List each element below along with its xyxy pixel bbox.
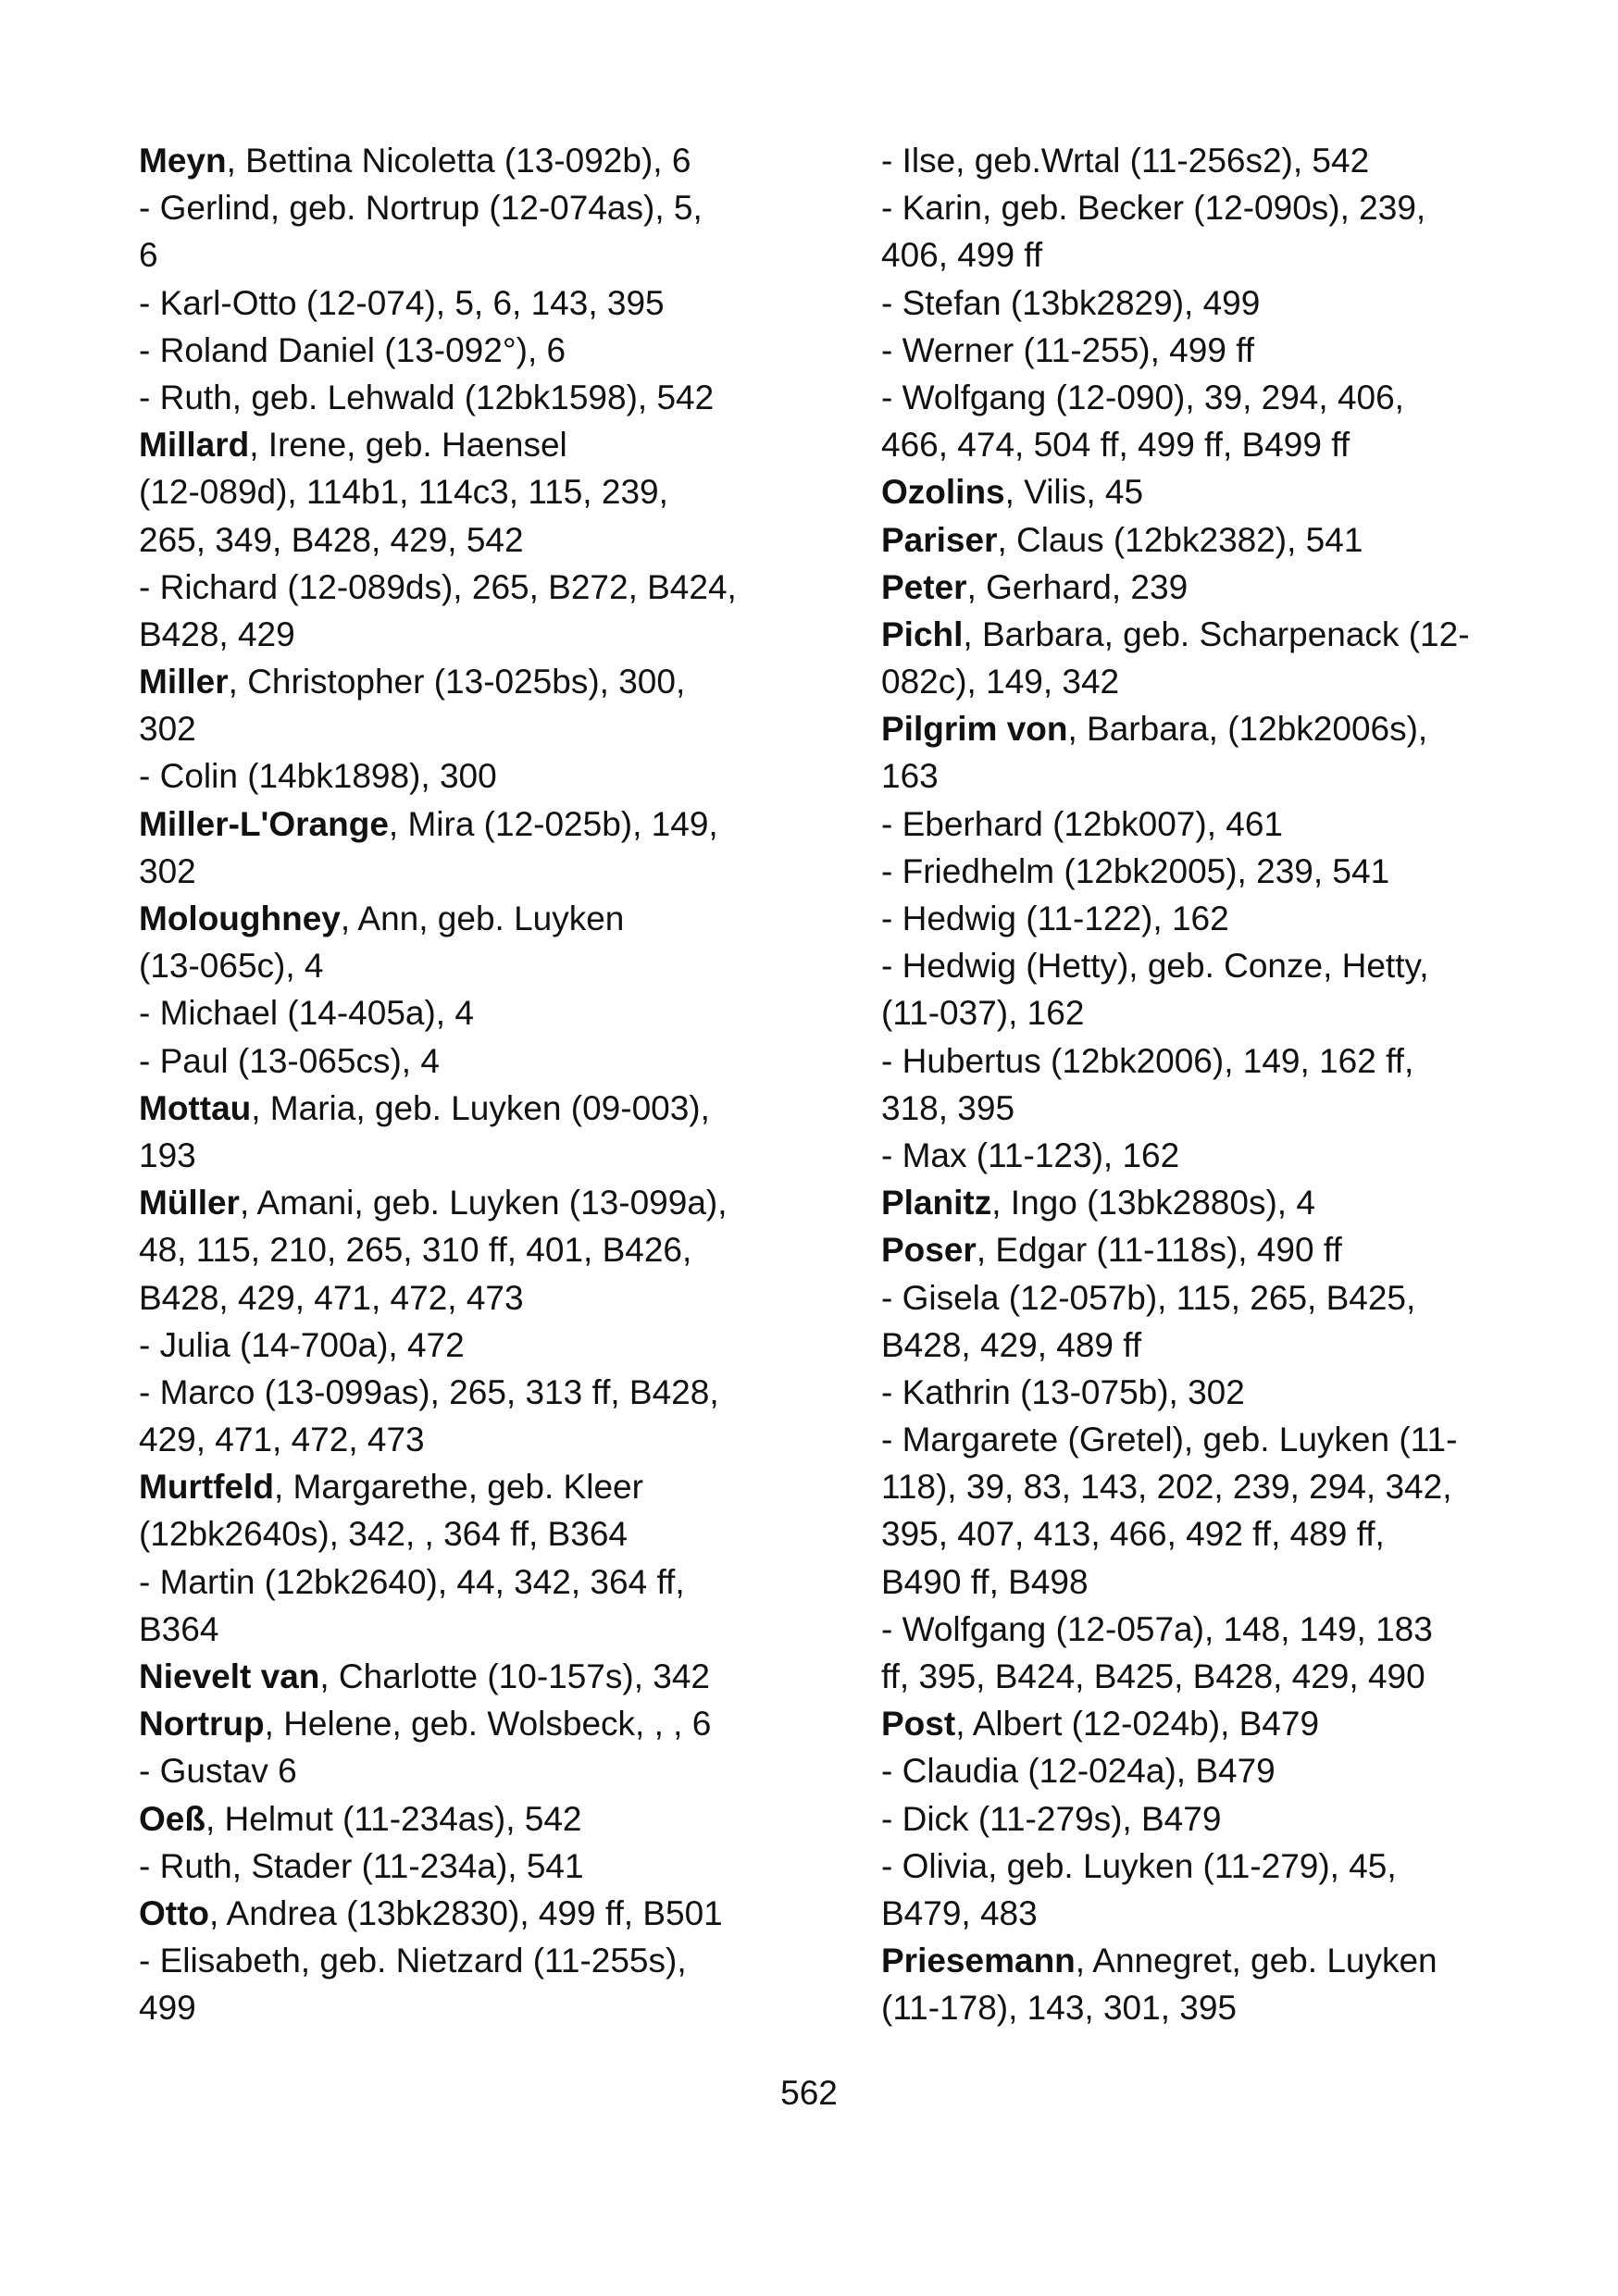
index-entry-text: - Kathrin (13-075b), 302 bbox=[881, 1372, 1245, 1411]
index-entry-text: 499 bbox=[139, 1989, 196, 2028]
index-line bbox=[139, 1037, 768, 1085]
index-line bbox=[881, 989, 1511, 1036]
index-line bbox=[139, 895, 768, 942]
index-surname: Meyn bbox=[139, 142, 227, 180]
index-line bbox=[139, 231, 768, 279]
index-entry-text: , Christopher (13-025bs), 300, bbox=[228, 663, 686, 701]
index-line bbox=[139, 1558, 768, 1606]
index-entry-text: - Gerlind, geb. Nortrup (12-074as), 5, bbox=[139, 189, 703, 228]
index-entry-text: ff, 395, B424, B425, B428, 429, 490 bbox=[881, 1657, 1425, 1695]
index-line bbox=[139, 658, 768, 705]
index-line bbox=[881, 421, 1511, 468]
index-line bbox=[881, 1558, 1511, 1606]
index-line bbox=[881, 1937, 1511, 1984]
index-line bbox=[881, 327, 1511, 374]
index-line bbox=[139, 989, 768, 1036]
index-line bbox=[139, 137, 768, 184]
index-entry-text: 406, 499 ff bbox=[881, 236, 1043, 275]
index-surname: Pichl bbox=[881, 614, 964, 653]
index-line bbox=[881, 374, 1511, 421]
index-line bbox=[139, 421, 768, 468]
index-line bbox=[139, 1795, 768, 1843]
index-entry-text: , Claus (12bk2382), 541 bbox=[997, 520, 1363, 559]
index-entry-text: 082c), 149, 342 bbox=[881, 663, 1120, 701]
index-entry-text: - Ruth, Stader (11-234a), 541 bbox=[139, 1846, 584, 1885]
index-surname: Pariser bbox=[881, 520, 998, 559]
index-line bbox=[881, 1274, 1511, 1322]
index-line bbox=[139, 468, 768, 515]
index-surname: Planitz bbox=[881, 1184, 992, 1222]
index-line bbox=[881, 942, 1511, 989]
index-line bbox=[139, 516, 768, 564]
index-line bbox=[881, 1653, 1511, 1700]
index-surname: Nievelt van bbox=[139, 1657, 320, 1695]
index-entry-text: 302 bbox=[139, 851, 196, 890]
index-surname: Peter bbox=[881, 567, 967, 606]
index-entry-text: - Martin (12bk2640), 44, 342, 364 ff, bbox=[139, 1562, 685, 1601]
index-surname: Nortrup bbox=[139, 1705, 265, 1744]
index-entry-text: - Wolfgang (12-057a), 148, 149, 183 bbox=[881, 1609, 1433, 1648]
index-entry-text: B364 bbox=[139, 1609, 219, 1648]
index-entry-text: , Helmut (11-234as), 542 bbox=[205, 1799, 582, 1838]
index-entry-text: B428, 429, 489 ff bbox=[881, 1325, 1142, 1364]
index-line bbox=[881, 1700, 1511, 1747]
index-entry-text: 318, 395 bbox=[881, 1088, 1015, 1127]
index-entry-text: - Hubertus (12bk2006), 149, 162 ff, bbox=[881, 1041, 1414, 1080]
index-entry-text: - Karin, geb. Becker (12-090s), 239, bbox=[881, 189, 1426, 228]
index-entry-text: B428, 429, 471, 472, 473 bbox=[139, 1278, 524, 1317]
index-entry-text: , Annegret, geb. Luyken bbox=[1075, 1942, 1438, 1980]
index-line bbox=[881, 1890, 1511, 1937]
index-surname: Ozolins bbox=[881, 473, 1005, 512]
index-entry-text: - Friedhelm (12bk2005), 239, 541 bbox=[881, 851, 1390, 890]
index-entry-text: - Roland Daniel (13-092°), 6 bbox=[139, 330, 566, 369]
index-entry-text: - Richard (12-089ds), 265, B272, B424, bbox=[139, 567, 737, 606]
index-line bbox=[881, 1085, 1511, 1132]
index-entry-text: - Marco (13-099as), 265, 313 ff, B428, bbox=[139, 1372, 719, 1411]
index-surname: Pilgrim von bbox=[881, 710, 1068, 749]
index-line bbox=[881, 1843, 1511, 1890]
index-line bbox=[881, 1416, 1511, 1463]
index-entry-text: (11-037), 162 bbox=[881, 994, 1085, 1033]
index-line bbox=[881, 1322, 1511, 1369]
index-entry-text: - Hedwig (11-122), 162 bbox=[881, 900, 1229, 937]
index-line bbox=[139, 1747, 768, 1794]
index-surname: Müller bbox=[139, 1184, 240, 1222]
index-entry-text: , Edgar (11-118s), 490 ff bbox=[976, 1231, 1342, 1270]
index-entry-text: , Barbara, (12bk2006s), bbox=[1067, 710, 1428, 749]
index-entry-text: (12bk2640s), 342, , 364 ff, B364 bbox=[139, 1515, 628, 1554]
index-entry-text: , Barbara, geb. Scharpenack (12- bbox=[963, 614, 1470, 653]
index-entry-text: - Max (11-123), 162 bbox=[881, 1136, 1180, 1174]
index-entry-text: , Margarethe, geb. Kleer bbox=[273, 1468, 643, 1507]
index-entry-text: - Michael (14-405a), 4 bbox=[139, 994, 474, 1033]
index-line bbox=[139, 1463, 768, 1510]
index-line bbox=[881, 1510, 1511, 1558]
index-entry-text: - Colin (14bk1898), 300 bbox=[139, 757, 497, 796]
index-line bbox=[139, 800, 768, 848]
index-entry-text: , Helene, geb. Wolsbeck, , , 6 bbox=[264, 1705, 712, 1744]
index-surname: Miller bbox=[139, 663, 229, 701]
index-entry-text: B479, 483 bbox=[881, 1893, 1038, 1932]
index-entry-text: 466, 474, 504 ff, 499 ff, B499 ff bbox=[881, 426, 1350, 465]
index-line bbox=[139, 327, 768, 374]
index-entry-text: (13-065c), 4 bbox=[139, 947, 324, 986]
index-line bbox=[139, 1322, 768, 1369]
index-entry-text: , Albert (12-024b), B479 bbox=[955, 1705, 1320, 1744]
index-entry-text: - Ruth, geb. Lehwald (12bk1598), 542 bbox=[139, 378, 715, 416]
index-entry-text: , Vilis, 45 bbox=[1004, 473, 1144, 512]
index-line bbox=[881, 1463, 1511, 1510]
index-entry-text: (12-089d), 114b1, 114c3, 115, 239, bbox=[139, 473, 668, 512]
index-entry-text: - Werner (11-255), 499 ff bbox=[881, 330, 1255, 369]
index-entry-text: , Gerhard, 239 bbox=[966, 567, 1189, 606]
index-line bbox=[881, 752, 1511, 800]
index-line bbox=[881, 611, 1511, 658]
index-line bbox=[881, 564, 1511, 611]
index-line bbox=[139, 752, 768, 800]
index-column-left bbox=[139, 137, 768, 2032]
index-entry-text: , Maria, geb. Luyken (09-003), bbox=[251, 1088, 710, 1127]
index-line bbox=[139, 942, 768, 989]
index-entry-text: , Ingo (13bk2880s), 4 bbox=[991, 1184, 1315, 1222]
index-line bbox=[139, 279, 768, 327]
index-entry-text: - Karl-Otto (12-074), 5, 6, 143, 395 bbox=[139, 283, 665, 322]
index-surname: Post bbox=[881, 1705, 956, 1744]
index-line bbox=[881, 137, 1511, 184]
index-line bbox=[139, 564, 768, 611]
index-entry-text: , Amani, geb. Luyken (13-099a), bbox=[239, 1184, 728, 1222]
index-entry-text: - Eberhard (12bk007), 461 bbox=[881, 804, 1283, 843]
index-line bbox=[139, 1132, 768, 1179]
index-line bbox=[881, 1037, 1511, 1085]
index-entry-text: - Gisela (12-057b), 115, 265, B425, bbox=[881, 1278, 1416, 1317]
index-surname: Priesemann bbox=[881, 1942, 1076, 1980]
index-line bbox=[139, 1416, 768, 1463]
index-column-right bbox=[881, 137, 1511, 2032]
index-line bbox=[139, 1700, 768, 1747]
index-line bbox=[139, 1937, 768, 1984]
index-surname: Moloughney bbox=[139, 900, 341, 937]
index-entry-text: , Ann, geb. Luyken bbox=[340, 900, 625, 937]
index-entry-text: - Margarete (Gretel), geb. Luyken (11- bbox=[881, 1421, 1458, 1459]
index-line bbox=[881, 231, 1511, 279]
index-line bbox=[139, 374, 768, 421]
index-entry-text: - Elisabeth, geb. Nietzard (11-255s), bbox=[139, 1942, 687, 1980]
index-surname: Otto bbox=[139, 1893, 210, 1932]
index-line bbox=[139, 1606, 768, 1653]
index-line bbox=[881, 1747, 1511, 1794]
index-entry-text: , Bettina Nicoletta (13-092b), 6 bbox=[226, 142, 691, 180]
index-line bbox=[139, 1653, 768, 1700]
index-entry-text: - Stefan (13bk2829), 499 bbox=[881, 283, 1261, 322]
index-entry-text: , Irene, geb. Haensel bbox=[249, 426, 567, 465]
index-line bbox=[881, 1795, 1511, 1843]
index-entry-text: 118), 39, 83, 143, 202, 239, 294, 342, bbox=[881, 1468, 1452, 1507]
index-entry-text: , Charlotte (10-157s), 342 bbox=[319, 1657, 710, 1695]
index-line bbox=[881, 658, 1511, 705]
index-entry-text: 48, 115, 210, 265, 310 ff, 401, B426, bbox=[139, 1231, 692, 1270]
index-entry-text: 193 bbox=[139, 1136, 196, 1174]
index-surname: Murtfeld bbox=[139, 1468, 274, 1507]
index-line bbox=[139, 1369, 768, 1416]
index-line bbox=[881, 895, 1511, 942]
index-line bbox=[139, 611, 768, 658]
index-entry-text: - Hedwig (Hetty), geb. Conze, Hetty, bbox=[881, 947, 1429, 986]
index-line bbox=[881, 1226, 1511, 1273]
index-entry-text: 302 bbox=[139, 710, 196, 749]
index-entry-text: - Dick (11-279s), B479 bbox=[881, 1799, 1222, 1838]
index-line bbox=[139, 848, 768, 895]
index-entry-text: , Mira (12-025b), 149, bbox=[388, 804, 718, 843]
page-number: 562 bbox=[780, 2074, 838, 2112]
index-entry-text: 163 bbox=[881, 757, 939, 796]
index-surname: Oeß bbox=[139, 1799, 205, 1838]
index-line bbox=[139, 1890, 768, 1937]
index-line bbox=[881, 705, 1511, 752]
index-entry-text: 429, 471, 472, 473 bbox=[139, 1421, 425, 1459]
index-entry-text: 265, 349, B428, 429, 542 bbox=[139, 520, 524, 559]
index-line bbox=[139, 184, 768, 231]
index-line bbox=[881, 1179, 1511, 1226]
index-line bbox=[881, 848, 1511, 895]
index-entry-text: - Ilse, geb.Wrtal (11-256s2), 542 bbox=[881, 142, 1370, 180]
index-line bbox=[881, 279, 1511, 327]
index-line bbox=[139, 1274, 768, 1322]
index-line bbox=[139, 1085, 768, 1132]
index-surname: Poser bbox=[881, 1231, 977, 1270]
index-line bbox=[881, 1369, 1511, 1416]
index-entry-text: - Gustav 6 bbox=[139, 1752, 297, 1791]
index-entry-text: (11-178), 143, 301, 395 bbox=[881, 1989, 1237, 2028]
index-entry-text: - Julia (14-700a), 472 bbox=[139, 1325, 465, 1364]
index-surname: Millard bbox=[139, 426, 250, 465]
index-line bbox=[881, 184, 1511, 231]
index-entry-text: , Andrea (13bk2830), 499 ff, B501 bbox=[209, 1893, 723, 1932]
index-line bbox=[881, 516, 1511, 564]
index-line bbox=[139, 1843, 768, 1890]
index-entry-text: - Olivia, geb. Luyken (11-279), 45, bbox=[881, 1846, 1397, 1885]
index-line bbox=[139, 1510, 768, 1558]
index-entry-text: 395, 407, 413, 466, 492 ff, 489 ff, bbox=[881, 1515, 1385, 1554]
index-entry-text: - Claudia (12-024a), B479 bbox=[881, 1752, 1276, 1791]
index-entry-text: B490 ff, B498 bbox=[881, 1562, 1089, 1601]
index-entry-text: - Wolfgang (12-090), 39, 294, 406, bbox=[881, 378, 1404, 416]
index-line bbox=[139, 1179, 768, 1226]
index-entry-text: - Paul (13-065cs), 4 bbox=[139, 1041, 440, 1080]
index-line bbox=[139, 705, 768, 752]
index-surname: Mottau bbox=[139, 1088, 252, 1127]
index-surname: Miller-L'Orange bbox=[139, 804, 389, 843]
index-entry-text: 6 bbox=[139, 236, 158, 275]
index-line bbox=[139, 1226, 768, 1273]
index-line bbox=[881, 1984, 1511, 2031]
index-line bbox=[881, 1606, 1511, 1653]
index-line bbox=[881, 1132, 1511, 1179]
index-line bbox=[881, 468, 1511, 515]
index-line bbox=[881, 800, 1511, 848]
index-line bbox=[139, 1984, 768, 2031]
index-entry-text: B428, 429 bbox=[139, 614, 295, 653]
